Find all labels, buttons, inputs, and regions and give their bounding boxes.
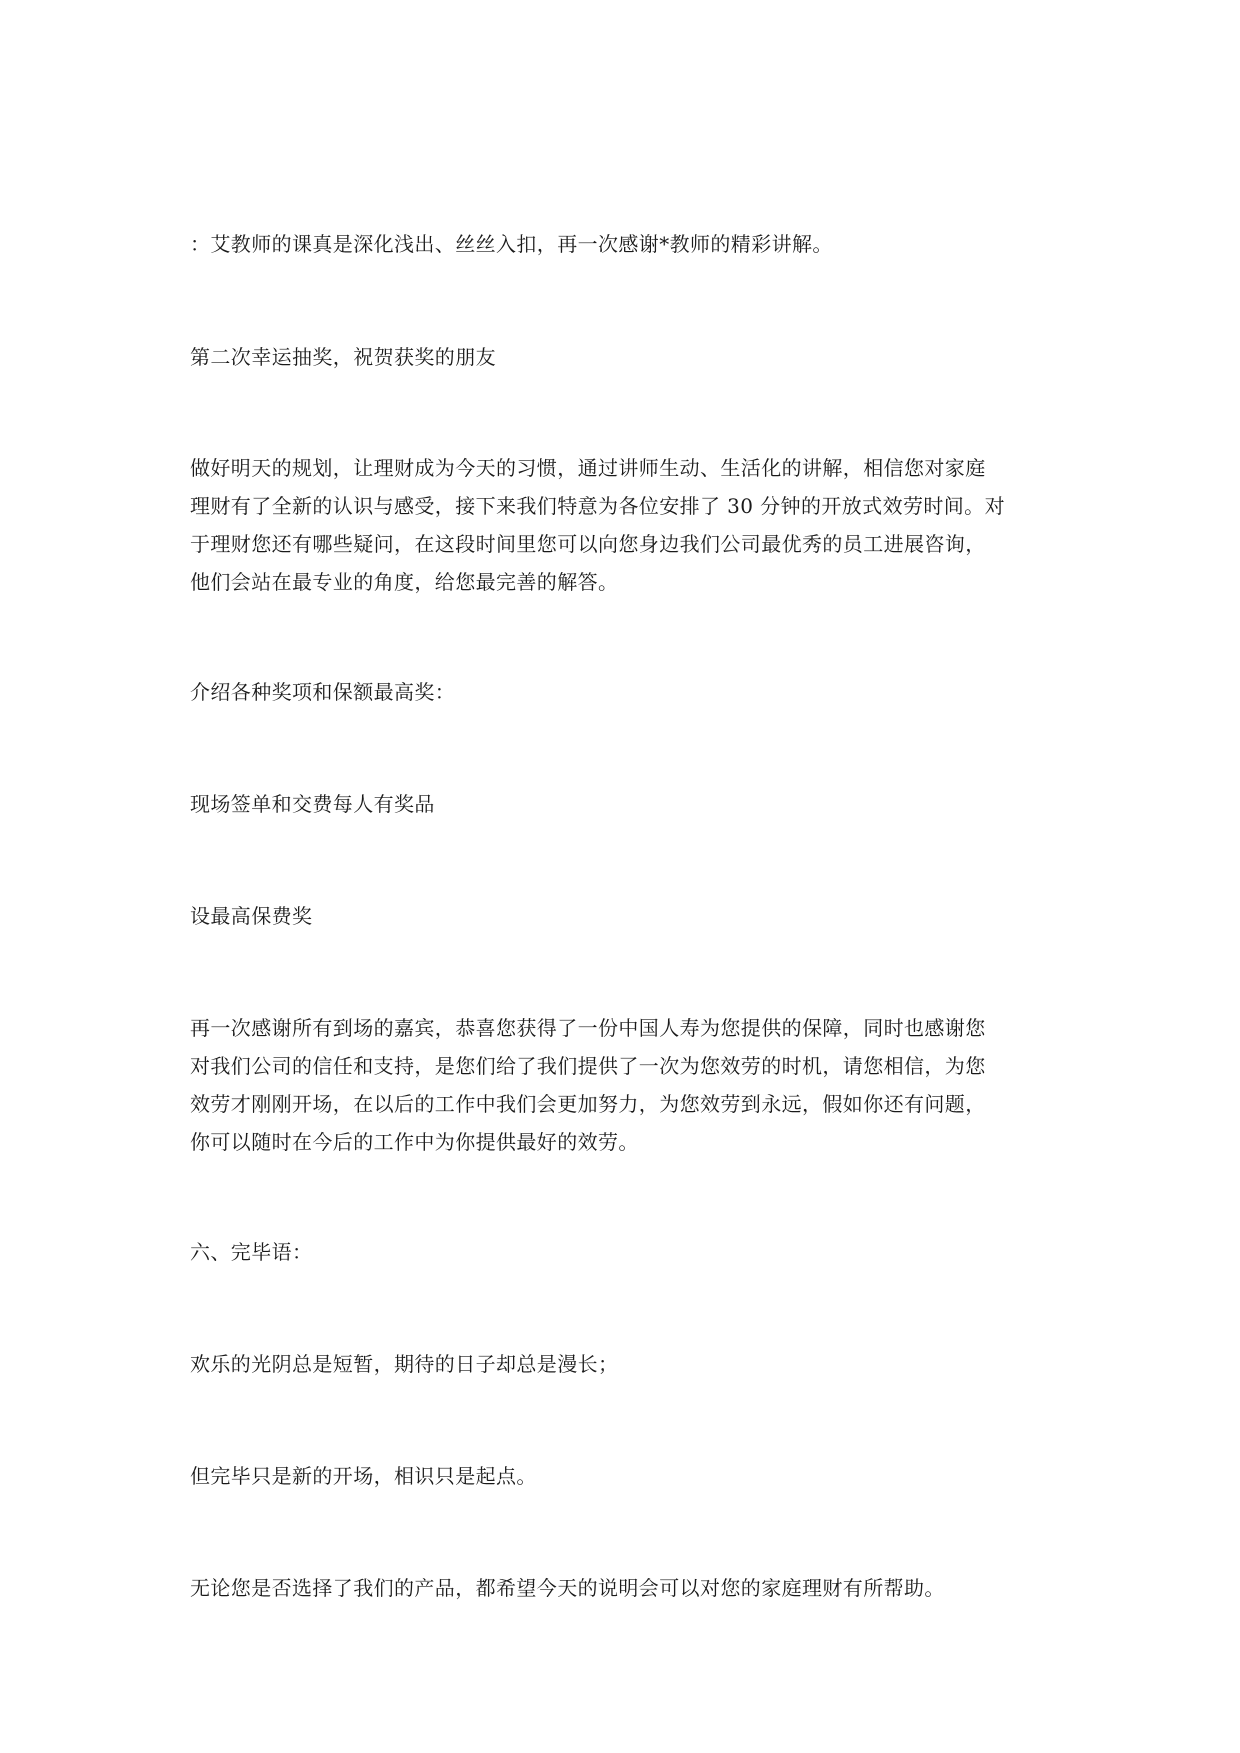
- text-line: 于理财您还有哪些疑问，在这段时间里您可以向您身边我们公司最优秀的员工进展咨询，: [190, 532, 986, 556]
- paragraph-thanks-guests: [190, 1009, 1060, 1161]
- paragraph-closing-1: [190, 1345, 1060, 1383]
- text-line: 你可以随时在今后的工作中为你提供最好的效劳。: [190, 1130, 639, 1154]
- text-line: 现场签单和交费每人有奖品: [190, 792, 435, 816]
- text-line: 再一次感谢所有到场的嘉宾，恭喜您获得了一份中国人寿为您提供的保障，同时也感谢您: [190, 1016, 986, 1040]
- text-line: 效劳才刚刚开场，在以后的工作中我们会更加努力，为您效劳到永远，假如你还有问题，: [190, 1092, 986, 1116]
- paragraph-second-lottery: [190, 338, 1060, 376]
- paragraph-thanks-teacher: [190, 225, 1060, 263]
- section-heading-closing: [190, 1233, 1060, 1271]
- paragraph-awards-intro: [190, 673, 1060, 711]
- text-line: 介绍各种奖项和保额最高奖：: [190, 680, 456, 704]
- text-line: 第二次幸运抽奖，祝贺获奖的朋友: [190, 345, 496, 369]
- text-line: 对我们公司的信任和支持，是您们给了我们提供了一次为您效劳的时机，请您相信，为您: [190, 1054, 986, 1078]
- text-line: 但完毕只是新的开场，相识只是起点。: [190, 1464, 537, 1488]
- paragraph-onsite-prize: [190, 785, 1060, 823]
- text-line: 欢乐的光阴总是短暂，期待的日子却总是漫长；: [190, 1352, 619, 1376]
- text-line: 设最高保费奖: [190, 904, 313, 928]
- text-line: 六、完毕语：: [190, 1240, 313, 1264]
- text-line: 无论您是否选择了我们的产品，都希望今天的说明会可以对您的家庭理财有所帮助。: [190, 1576, 945, 1600]
- paragraph-closing-2: [190, 1457, 1060, 1495]
- text-line: ：艾教师的课真是深化浅出、丝丝入扣，再一次感谢*教师的精彩讲解。: [190, 232, 833, 256]
- paragraph-closing-3: [190, 1569, 1060, 1607]
- text-line: 做好明天的规划，让理财成为今天的习惯，通过讲师生动、生活化的讲解，相信您对家庭: [190, 456, 986, 480]
- paragraph-financial-planning: [190, 449, 1060, 601]
- text-line: 理财有了全新的认识与感受，接下来我们特意为各位安排了 30 分钟的开放式效劳时间。对: [190, 494, 1005, 518]
- paragraph-highest-premium-award: [190, 897, 1060, 935]
- text-line: 他们会站在最专业的角度，给您最完善的解答。: [190, 570, 619, 594]
